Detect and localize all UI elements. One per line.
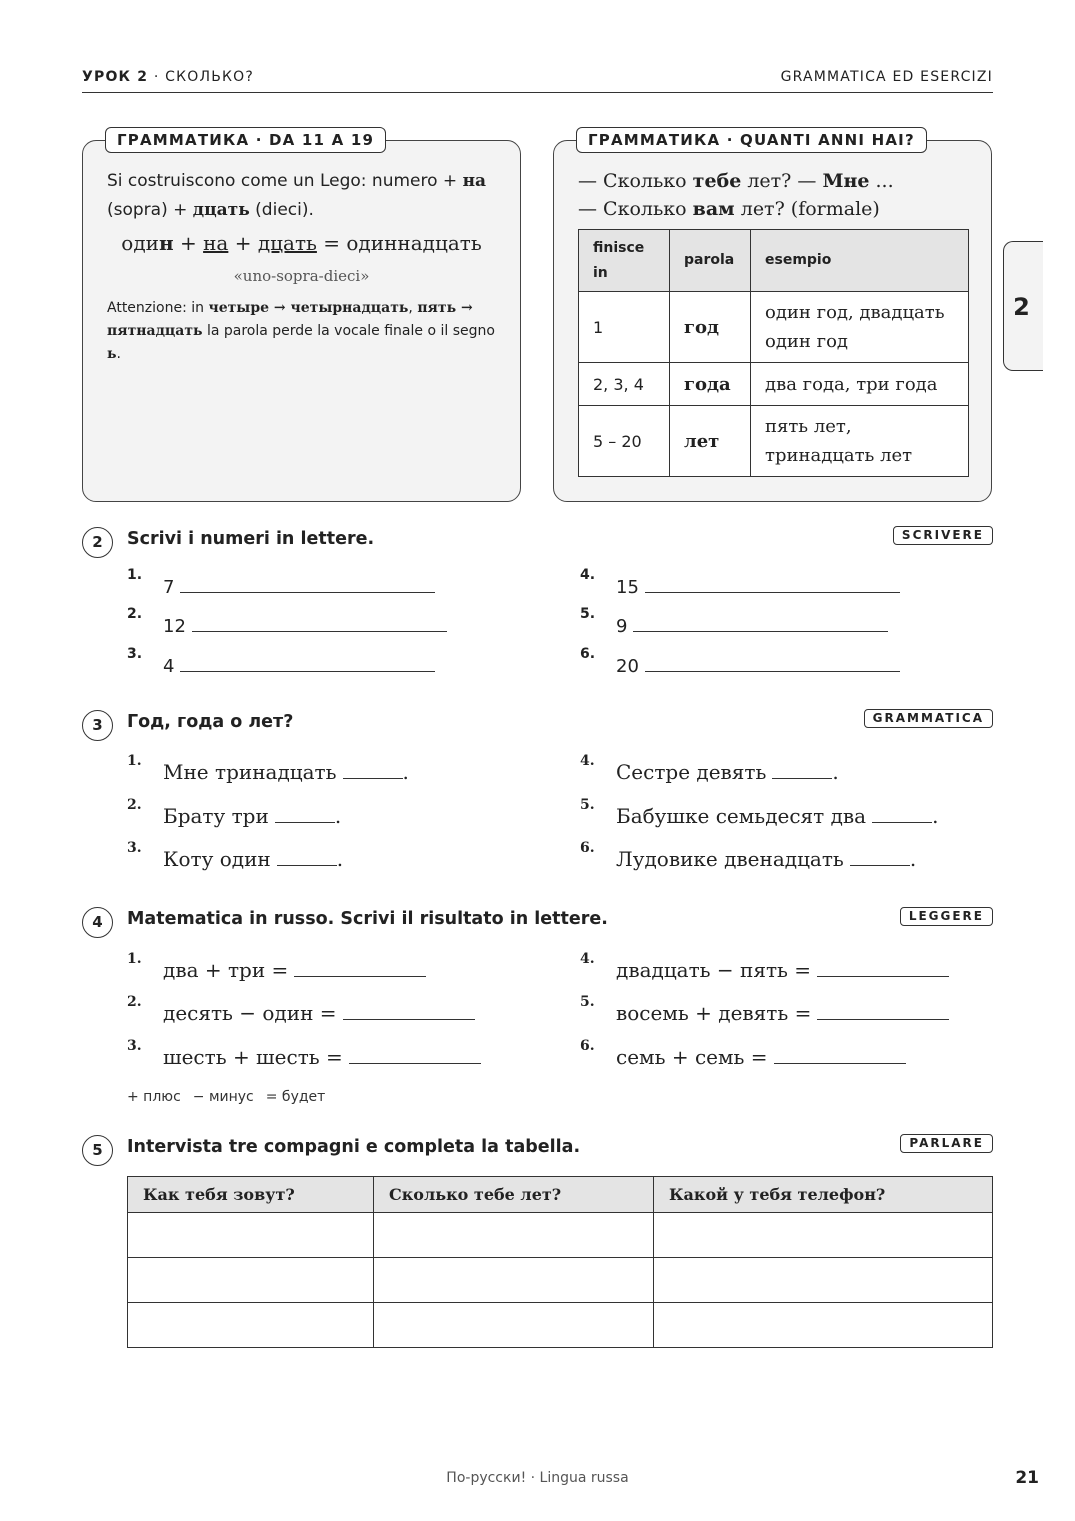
answer-blank[interactable] [180, 572, 435, 593]
answer-blank[interactable] [774, 1043, 906, 1064]
answer-cell[interactable] [374, 1303, 654, 1348]
exercise-title: Scrivi i numeri in lettere. [127, 529, 375, 549]
table-header: finisce in [579, 230, 670, 292]
table-cell: лет [670, 406, 751, 477]
table-cell: один год, двадцать один год [751, 292, 969, 363]
header-section: GRAMMATICA ED ESERCIZI [780, 69, 993, 85]
table-cell: два года, три года [751, 363, 969, 406]
exercise-number: 2 [82, 527, 113, 558]
answer-cell[interactable] [654, 1213, 993, 1258]
grammar-box-age [553, 131, 992, 502]
answer-blank[interactable] [343, 758, 403, 779]
grammar-gloss: «uno-sopra-dieci» [233, 267, 370, 285]
table-cell: года [670, 363, 751, 406]
table-cell: 2, 3, 4 [579, 363, 670, 406]
answer-cell[interactable] [654, 1303, 993, 1348]
table-row [128, 1213, 993, 1258]
table-cell: год [670, 292, 751, 363]
grammar-box-title: ГРАММАТИКА · QUANTI ANNI HAI? [576, 127, 927, 153]
age-endings-table [578, 229, 969, 477]
exercise-number: 3 [82, 710, 113, 741]
answer-cell[interactable] [128, 1258, 374, 1303]
answer-blank[interactable] [343, 999, 475, 1020]
answer-blank[interactable] [850, 845, 910, 866]
answer-blank[interactable] [872, 802, 932, 823]
grammar-note: Attenzione: in четыре → четырнадцать, пять → пятнадцать la parola perde la vocale finale o il segno ь. [107, 300, 495, 362]
table-row [128, 1258, 993, 1303]
table-row [128, 1303, 993, 1348]
chapter-tab: 2 [1003, 241, 1043, 371]
exercise-tag: PARLARE [900, 1134, 993, 1153]
table-header: Сколько тебе лет? [374, 1177, 654, 1213]
page-footer: По-русски! · Lingua russa [446, 1470, 629, 1486]
exercise-tag: LEGGERE [900, 907, 993, 926]
operators-legend: + плюс − минус = будет [127, 1089, 326, 1105]
answer-blank[interactable] [275, 802, 335, 823]
table-row [579, 363, 969, 406]
exercise-tag: SCRIVERE [893, 526, 993, 545]
exercise-tag: GRAMMATICA [864, 709, 993, 728]
answer-blank[interactable] [277, 845, 337, 866]
page-number: 21 [1015, 1468, 1039, 1488]
interview-table [127, 1176, 993, 1348]
answer-cell[interactable] [128, 1213, 374, 1258]
header-lesson: УРОК 2 · СКОЛЬКО? [82, 69, 255, 85]
answer-blank[interactable] [633, 611, 888, 632]
page-header [82, 68, 993, 93]
table-header: parola [670, 230, 751, 292]
exercise-title: Год, года o лет? [127, 712, 294, 732]
answer-cell[interactable] [654, 1258, 993, 1303]
answer-blank[interactable] [645, 651, 900, 672]
answer-blank[interactable] [645, 572, 900, 593]
answer-blank[interactable] [192, 611, 447, 632]
table-row [579, 406, 969, 477]
table-cell: 1 [579, 292, 670, 363]
table-row [579, 292, 969, 363]
answer-blank[interactable] [772, 758, 832, 779]
answer-blank[interactable] [817, 999, 949, 1020]
answer-blank[interactable] [180, 651, 435, 672]
answer-blank[interactable] [817, 956, 949, 977]
exercise-number: 5 [82, 1135, 113, 1166]
table-header: Какой у тебя телефон? [654, 1177, 993, 1213]
grammar-rule-text: Si costruiscono come un Lego: numero + на (sopra) + дцать (dieci). [107, 171, 487, 220]
grammar-box-numbers [82, 131, 521, 502]
grammar-box-title: ГРАММАТИКА · DA 11 A 19 [105, 127, 386, 153]
table-cell: 5 – 20 [579, 406, 670, 477]
exercise-title: Matematica in russo. Scrivi il risultato in lettere. [127, 909, 608, 929]
exercise-title: Intervista tre compagni e completa la tabella. [127, 1137, 581, 1157]
table-cell: пять лет, тринадцать лет [751, 406, 969, 477]
answer-blank[interactable] [294, 956, 426, 977]
answer-cell[interactable] [128, 1303, 374, 1348]
exercise-number: 4 [82, 907, 113, 938]
answer-cell[interactable] [374, 1213, 654, 1258]
table-header: Как тебя зовут? [128, 1177, 374, 1213]
answer-cell[interactable] [374, 1258, 654, 1303]
grammar-formula: один + на + дцать = одиннадцать [121, 231, 482, 255]
grammar-dialogue: — Сколько тебе лет? — Мне ... — Сколько вам лет? (formale) [578, 170, 894, 220]
answer-blank[interactable] [349, 1043, 481, 1064]
table-header: esempio [751, 230, 969, 292]
